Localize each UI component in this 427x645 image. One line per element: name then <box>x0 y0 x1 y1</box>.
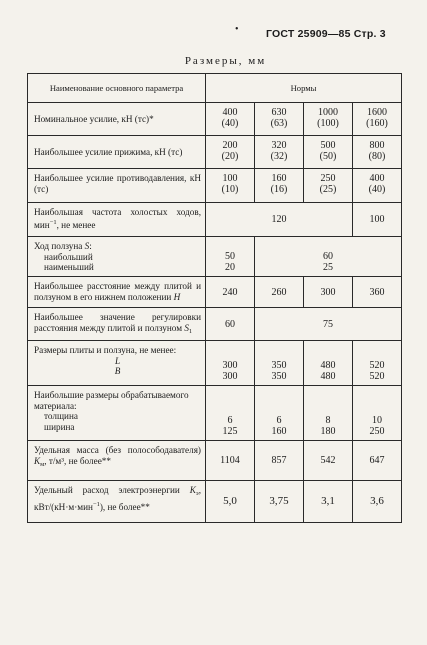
param-name <box>28 237 206 277</box>
value: 800 (80) <box>368 140 386 162</box>
value: 50 20 <box>225 251 235 273</box>
param-name: Наибольшее усилие прижима, кН (тс) <box>28 136 206 169</box>
header-param: Наименование основного параметра <box>28 74 206 103</box>
cell <box>206 169 255 203</box>
cell <box>304 169 353 203</box>
value: 8 180 <box>320 415 336 437</box>
standard-number: ГОСТ 25909—85 <box>266 28 351 40</box>
cell: 240 <box>206 277 255 308</box>
value: 160 (16) <box>270 173 288 195</box>
name-italic: H <box>173 291 181 302</box>
value: 6 160 <box>271 415 287 437</box>
cell <box>304 386 353 441</box>
sub-label: наименьший <box>44 262 94 272</box>
table-row <box>28 103 402 136</box>
cell: 542 <box>304 441 353 481</box>
name-sub: м <box>40 460 45 468</box>
header-norms: Нормы <box>206 74 402 103</box>
cell: 647 <box>353 441 402 481</box>
param-name <box>28 386 206 441</box>
value: 500 (50) <box>319 140 337 162</box>
cell: 3,6 <box>353 481 402 523</box>
name-part: Удельный расход электроэнергии <box>34 485 190 495</box>
value: 300 300 <box>222 360 238 382</box>
value: 100 (10) <box>221 173 239 195</box>
page-number: Стр. 3 <box>353 28 386 40</box>
cell: 360 <box>353 277 402 308</box>
cell: 3,1 <box>304 481 353 523</box>
sub-label: B <box>114 366 121 376</box>
value: 60 25 <box>323 251 333 273</box>
cell <box>353 136 402 169</box>
param-name <box>28 308 206 341</box>
cell <box>304 103 353 136</box>
param-name <box>28 203 206 237</box>
cell: 3,75 <box>255 481 304 523</box>
cell <box>206 386 255 441</box>
parameters-table <box>27 73 402 523</box>
name-italic: S <box>184 322 189 333</box>
value: 6 125 <box>222 415 238 437</box>
sub-label: толщина <box>44 411 78 421</box>
name-part: , т/м³, не более** <box>44 455 111 466</box>
value: 1000 (100) <box>317 107 339 129</box>
name-part: , не менее <box>56 219 96 230</box>
value: 1600 (160) <box>366 107 388 129</box>
name-part: : <box>89 241 92 251</box>
name-part: Наибольшие размеры обрабатываемого материала: <box>34 390 189 411</box>
param-name: Номинальное усилие, кН (тс)* <box>28 103 206 136</box>
value: 400 (40) <box>221 107 239 129</box>
name-part: ), не более** <box>99 501 150 512</box>
table-caption: Размеры, мм <box>184 55 267 67</box>
table-row <box>28 481 402 523</box>
cell <box>255 136 304 169</box>
name-part: , кВт/(кН·м·мин <box>34 485 201 512</box>
value: 350 350 <box>271 360 287 382</box>
header-mark: • <box>235 24 239 35</box>
cell <box>206 341 255 386</box>
table-row <box>28 341 402 386</box>
sub-label: ширина <box>44 421 75 432</box>
value: 250 (25) <box>319 173 337 195</box>
cell: 100 <box>353 203 402 237</box>
sub-label: L <box>114 355 121 366</box>
param-name: Наибольшее усилие противодавления, кН (тс) <box>28 169 206 203</box>
value: 200 (20) <box>221 140 239 162</box>
cell <box>255 237 402 277</box>
cell <box>206 103 255 136</box>
cell: 5,0 <box>206 481 255 523</box>
cell <box>255 386 304 441</box>
cell: 120 <box>206 203 353 237</box>
name-sup: −1 <box>92 500 100 508</box>
cell <box>304 136 353 169</box>
table-row <box>28 169 402 203</box>
cell: 75 <box>255 308 402 341</box>
name-sub: 1 <box>188 327 193 335</box>
cell <box>255 341 304 386</box>
name-part: Удельная масса (без полосободавателя) <box>34 445 201 455</box>
name-part: Ход ползуна <box>34 241 85 251</box>
name-part: Наибольшее расстояние между плитой и ползуном в его нижнем положении <box>34 281 201 302</box>
cell: 857 <box>255 441 304 481</box>
cell: 260 <box>255 277 304 308</box>
table-row <box>28 203 402 237</box>
cell <box>353 341 402 386</box>
param-name <box>28 481 206 523</box>
cell <box>353 169 402 203</box>
name-italic: K <box>34 455 41 466</box>
table-header-row <box>28 74 402 103</box>
table-row <box>28 386 402 441</box>
table-row <box>28 441 402 481</box>
table-row <box>28 308 402 341</box>
value: 10 250 <box>369 415 385 437</box>
cell <box>255 169 304 203</box>
cell <box>255 103 304 136</box>
name-part: Размеры плиты и ползуна, не менее: <box>34 345 177 355</box>
name-part: Наибольшее значение регулировки расстояния между плитой и ползуном <box>34 312 201 333</box>
cell <box>353 103 402 136</box>
name-sub: э <box>195 490 199 497</box>
value: 630 (63) <box>270 107 288 129</box>
cell: 300 <box>304 277 353 308</box>
sub-label: наибольший <box>44 251 93 262</box>
cell <box>206 237 255 277</box>
name-italic: K <box>189 485 196 495</box>
table-row <box>28 237 402 277</box>
name-part: Наибольшая частота холостых ходов, мин <box>34 207 201 230</box>
cell <box>353 386 402 441</box>
cell <box>304 341 353 386</box>
cell: 1104 <box>206 441 255 481</box>
cell: 60 <box>206 308 255 341</box>
value: 480 480 <box>320 360 336 382</box>
param-name <box>28 277 206 308</box>
name-italic: S <box>84 241 90 251</box>
value: 400 (40) <box>368 173 386 195</box>
value: 520 520 <box>369 360 385 382</box>
page-header <box>266 28 416 40</box>
table-row <box>28 136 402 169</box>
value: 320 (32) <box>270 140 288 162</box>
table-row <box>28 277 402 308</box>
cell <box>206 136 255 169</box>
param-name <box>28 441 206 481</box>
name-sup: −1 <box>49 218 57 226</box>
param-name <box>28 341 206 386</box>
